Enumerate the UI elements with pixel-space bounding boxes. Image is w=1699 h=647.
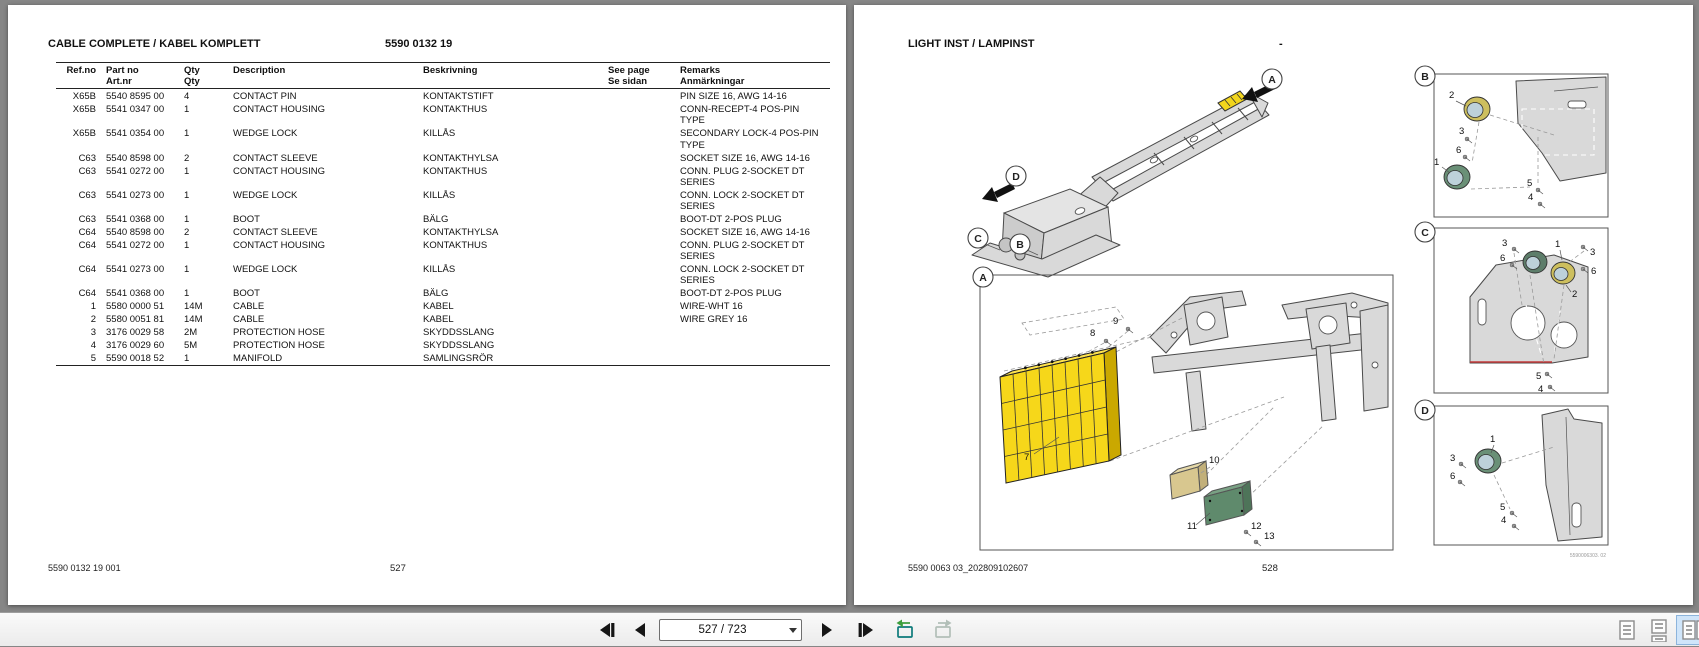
next-page-icon <box>818 621 836 639</box>
cell-qty: 1 <box>184 189 190 201</box>
header-qty: Qty Qty <box>184 63 233 89</box>
table-row <box>56 262 830 286</box>
cell-partno: 5541 0273 00 <box>106 264 165 276</box>
cell-remarks: BOOT-DT 2-POS PLUG <box>680 214 782 226</box>
cell-refno: X65B <box>72 91 96 103</box>
cell-description: WEDGE LOCK <box>233 128 298 140</box>
part-ref-8: 8 <box>1090 328 1096 339</box>
cell-partno: 5540 8598 00 <box>106 227 165 239</box>
table-row <box>56 339 830 352</box>
cell-seepage <box>608 188 680 212</box>
cell-beskrivning: KABEL <box>423 314 454 326</box>
cell-remarks: SOCKET SIZE 16, AWG 14-16 <box>680 227 810 239</box>
cell-remarks: CONN. PLUG 2-SOCKET DT SERIES <box>680 165 805 188</box>
page-number-label: 528 <box>1262 563 1278 574</box>
cell-seepage <box>608 287 680 300</box>
first-page-button[interactable] <box>593 617 619 643</box>
part-ref-6: 6 <box>1456 145 1462 156</box>
cell-partno: 5541 0347 00 <box>106 104 165 116</box>
cell-description: CONTACT HOUSING <box>233 104 326 116</box>
table-row <box>56 188 830 212</box>
page-number-input[interactable] <box>660 623 785 637</box>
cell-beskrivning: KONTAKTHUS <box>423 165 488 177</box>
doc-number: 5590 0132 19 <box>385 38 453 50</box>
cell-refno: C63 <box>78 165 96 177</box>
table-row <box>56 225 830 238</box>
cell-refno: C63 <box>78 214 96 226</box>
cell-seepage <box>608 326 680 339</box>
parts-table <box>56 62 830 366</box>
lamp-box-tan <box>1170 461 1208 499</box>
cell-partno: 3176 0029 60 <box>106 340 165 352</box>
part-ref-3: 3 <box>1590 247 1596 258</box>
detail-box-b <box>1415 66 1608 217</box>
cell-qty: 14M <box>184 301 203 313</box>
lamp-box-green <box>1204 481 1252 525</box>
cell-beskrivning: KABEL <box>423 301 454 313</box>
cell-refno: 3 <box>90 327 96 339</box>
cell-partno: 5590 0018 52 <box>106 353 165 365</box>
cell-beskrivning: KILLÅS <box>423 189 456 201</box>
part-ref-1: 1 <box>1555 239 1561 250</box>
cell-qty: 2M <box>184 327 198 339</box>
cell-qty: 1 <box>184 264 190 276</box>
callout-b-box: B <box>1421 71 1429 83</box>
cell-beskrivning: BÄLG <box>423 214 449 226</box>
part-ref-10: 10 <box>1209 455 1220 466</box>
table-row <box>56 89 830 103</box>
header-seepage: See page Se sidan <box>608 63 680 89</box>
part-ref-13: 13 <box>1264 531 1275 542</box>
title-dash: - <box>1279 38 1283 50</box>
cell-beskrivning: KONTAKTSTIFT <box>423 91 494 103</box>
cell-partno: 5541 0368 00 <box>106 288 165 300</box>
previous-page-icon <box>631 621 649 639</box>
cell-seepage <box>608 127 680 151</box>
callout-c: C <box>974 233 982 245</box>
previous-page-button[interactable] <box>627 617 653 643</box>
cell-partno: 5540 8598 00 <box>106 152 165 164</box>
cell-remarks: CONN. PLUG 2-SOCKET DT SERIES <box>680 240 805 263</box>
page-navigation <box>593 613 956 647</box>
two-page-view-button[interactable] <box>1676 615 1699 645</box>
page-title: LIGHT INST / LAMPINST <box>908 38 1035 50</box>
cell-remarks: CONN. LOCK 2-SOCKET DT SERIES <box>680 264 805 287</box>
part-ref-5: 5 <box>1527 178 1533 189</box>
cell-qty: 2 <box>184 152 190 164</box>
table-row <box>56 164 830 188</box>
part-ref-5: 5 <box>1536 371 1542 382</box>
toolbar <box>0 612 1699 646</box>
callout-c-box: C <box>1421 227 1429 239</box>
table-row <box>56 238 830 262</box>
part-ref-6: 6 <box>1591 266 1597 277</box>
last-page-icon <box>857 621 877 639</box>
cell-remarks: SECONDARY LOCK-4 POS-PIN TYPE <box>680 128 819 151</box>
page-indicator-box <box>659 619 802 641</box>
cell-qty: 4 <box>184 91 190 103</box>
right-page <box>854 5 1693 605</box>
single-page-view-button[interactable] <box>1612 615 1642 645</box>
cell-seepage <box>608 339 680 352</box>
cell-description: BOOT <box>233 214 260 226</box>
table-row <box>56 326 830 339</box>
cell-refno: 5 <box>90 353 96 365</box>
cell-partno: 5541 0354 00 <box>106 128 165 140</box>
cell-description: CABLE <box>233 301 265 313</box>
next-view-button[interactable] <box>930 617 956 643</box>
last-page-button[interactable] <box>854 617 880 643</box>
part-ref-3: 3 <box>1450 453 1456 464</box>
cell-seepage <box>608 225 680 238</box>
next-page-button[interactable] <box>814 617 840 643</box>
lamp-installation-figure <box>854 5 1693 601</box>
table-row <box>56 287 830 300</box>
part-ref-11: 11 <box>1187 521 1197 532</box>
callout-d-box: D <box>1421 405 1429 417</box>
cell-seepage <box>608 212 680 225</box>
cell-beskrivning: KILLÅS <box>423 128 456 140</box>
cell-partno: 5541 0272 00 <box>106 240 165 252</box>
cell-beskrivning: KONTAKTHUS <box>423 104 488 116</box>
table-row <box>56 151 830 164</box>
cell-qty: 1 <box>184 240 190 252</box>
part-ref-4: 4 <box>1501 515 1507 526</box>
table-row <box>56 102 830 126</box>
cell-beskrivning: KONTAKTHYLSA <box>423 227 499 239</box>
cell-seepage <box>608 300 680 313</box>
cell-partno: 5540 8595 00 <box>106 91 165 103</box>
cell-refno: C63 <box>78 152 96 164</box>
footer-doc-ref: 5590 0132 19 001 <box>48 563 121 573</box>
two-page-view-icon <box>1681 618 1699 642</box>
table-header-row <box>56 63 830 89</box>
continuous-view-button[interactable] <box>1644 615 1674 645</box>
part-ref-2: 2 <box>1449 90 1455 101</box>
cell-qty: 1 <box>184 128 190 140</box>
cell-beskrivning: BÄLG <box>423 288 449 300</box>
cell-seepage <box>608 352 680 366</box>
cell-refno: 1 <box>90 301 96 313</box>
cell-beskrivning: SAMLINGSRÖR <box>423 353 494 365</box>
part-ref-1: 1 <box>1434 157 1440 168</box>
previous-view-icon <box>893 618 917 642</box>
cell-partno: 5541 0368 00 <box>106 214 165 226</box>
callout-d: D <box>1012 171 1020 183</box>
cell-partno: 5580 0000 51 <box>106 301 165 313</box>
cell-description: WEDGE LOCK <box>233 189 298 201</box>
cell-qty: 14M <box>184 314 203 326</box>
first-page-icon <box>596 621 616 639</box>
page-number-label: 527 <box>390 563 406 574</box>
callout-a: A <box>1268 74 1276 86</box>
cell-refno: X65B <box>72 104 96 116</box>
part-ref-4: 4 <box>1528 192 1534 203</box>
part-ref-4: 4 <box>1538 384 1544 395</box>
cell-refno: C64 <box>78 288 96 300</box>
cell-remarks <box>680 339 830 352</box>
cell-description: BOOT <box>233 288 260 300</box>
part-ref-1: 1 <box>1490 434 1496 445</box>
cell-qty: 1 <box>184 214 190 226</box>
callout-b: B <box>1016 239 1024 251</box>
cell-description: CONTACT HOUSING <box>233 165 326 177</box>
header-remarks: Remarks Anmärkningar <box>680 63 830 89</box>
cell-description: MANIFOLD <box>233 353 283 365</box>
cell-remarks: CONN-RECEPT-4 POS-PIN TYPE <box>680 104 800 127</box>
table-row <box>56 352 830 366</box>
cell-partno: 5580 0051 81 <box>106 314 165 326</box>
part-ref-12: 12 <box>1251 521 1262 532</box>
cell-remarks: WIRE GREY 16 <box>680 314 748 326</box>
cell-remarks <box>680 352 830 366</box>
cell-refno: X65B <box>72 128 96 140</box>
cell-partno: 5541 0272 00 <box>106 165 165 177</box>
detail-box-a <box>973 267 1393 550</box>
part-ref-6: 6 <box>1450 471 1456 482</box>
cell-remarks: PIN SIZE 16, AWG 14-16 <box>680 91 787 103</box>
cell-seepage <box>608 262 680 286</box>
cell-seepage <box>608 164 680 188</box>
cell-description: PROTECTION HOSE <box>233 327 325 339</box>
table-row <box>56 313 830 326</box>
cell-beskrivning: KONTAKTHYLSA <box>423 152 499 164</box>
detail-box-c <box>1415 222 1608 395</box>
cell-description: CONTACT SLEEVE <box>233 227 318 239</box>
header-beskrivning: Beskrivning <box>423 63 608 89</box>
cell-refno: 4 <box>90 340 96 352</box>
cell-seepage <box>608 102 680 126</box>
cell-description: CONTACT SLEEVE <box>233 152 318 164</box>
single-page-view-icon <box>1616 618 1638 642</box>
cell-refno: C64 <box>78 240 96 252</box>
part-ref-6: 6 <box>1500 253 1506 264</box>
cell-description: CONTACT HOUSING <box>233 240 326 252</box>
cell-seepage <box>608 89 680 103</box>
cell-qty: 1 <box>184 353 190 365</box>
cell-qty: 2 <box>184 227 190 239</box>
cell-remarks: CONN. LOCK 2-SOCKET DT SERIES <box>680 189 805 213</box>
cell-refno: 2 <box>90 314 96 326</box>
cell-refno: C64 <box>78 264 96 276</box>
cell-refno: C63 <box>78 189 96 201</box>
cell-description: PROTECTION HOSE <box>233 340 325 352</box>
page-dropdown-arrow-icon[interactable] <box>785 620 801 640</box>
part-ref-3: 3 <box>1502 238 1508 249</box>
part-ref-7: 7 <box>1024 452 1030 463</box>
continuous-view-icon <box>1648 618 1670 642</box>
cell-remarks: BOOT-DT 2-POS PLUG <box>680 288 782 300</box>
cell-description: WEDGE LOCK <box>233 264 298 276</box>
footer-doc-ref: 5590 0063 03_202809102607 <box>908 563 1029 573</box>
cell-beskrivning: SKYDDSSLANG <box>423 340 495 352</box>
cell-description: CABLE <box>233 314 265 326</box>
cell-seepage <box>608 238 680 262</box>
cell-partno: 5541 0273 00 <box>106 189 165 201</box>
cell-beskrivning: SKYDDSSLANG <box>423 327 495 339</box>
cell-qty: 1 <box>184 165 190 177</box>
cell-remarks: WIRE-WHT 16 <box>680 301 743 313</box>
header-partno: Part no Art.nr <box>106 63 184 89</box>
callout-a-inset: A <box>979 272 987 284</box>
table-row <box>56 127 830 151</box>
detail-box-d <box>1415 400 1608 545</box>
cell-partno: 3176 0029 58 <box>106 327 165 339</box>
cell-remarks <box>680 326 830 339</box>
cell-qty: 1 <box>184 104 190 116</box>
table-row <box>56 300 830 313</box>
header-refno: Ref.no <box>56 63 106 89</box>
previous-view-button[interactable] <box>892 617 918 643</box>
cell-remarks: SOCKET SIZE 16, AWG 14-16 <box>680 152 810 164</box>
cell-beskrivning: KILLÅS <box>423 264 456 276</box>
part-ref-5: 5 <box>1500 502 1506 513</box>
cell-seepage <box>608 313 680 326</box>
cell-qty: 1 <box>184 288 190 300</box>
cell-description: CONTACT PIN <box>233 91 297 103</box>
header-description: Description <box>233 63 423 89</box>
left-page <box>8 5 846 605</box>
next-view-icon <box>931 618 955 642</box>
part-ref-2: 2 <box>1572 289 1578 300</box>
cell-refno: C64 <box>78 227 96 239</box>
cell-seepage <box>608 151 680 164</box>
cell-beskrivning: KONTAKTHUS <box>423 240 488 252</box>
figure-note: 5590006303. 02 <box>1569 553 1606 559</box>
page-title: CABLE COMPLETE / KABEL KOMPLETT <box>48 38 261 50</box>
cell-qty: 5M <box>184 340 198 352</box>
table-row <box>56 212 830 225</box>
part-ref-9: 9 <box>1113 316 1119 327</box>
part-ref-3: 3 <box>1459 126 1465 137</box>
